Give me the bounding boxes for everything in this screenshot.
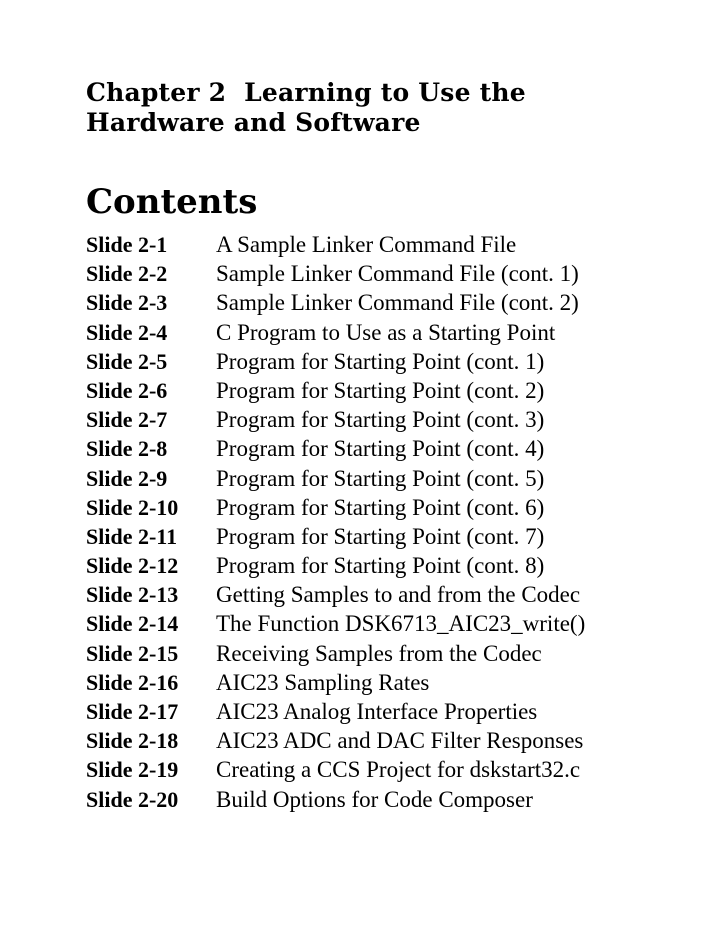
slide-number-label: Slide 2-12 bbox=[86, 553, 179, 579]
slide-title: Program for Starting Point (cont. 3) bbox=[216, 407, 545, 433]
slide-title: C Program to Use as a Starting Point bbox=[216, 319, 556, 345]
contents-list bbox=[86, 232, 706, 816]
chapter-title-line2: Hardware and Software bbox=[86, 108, 421, 137]
slide-title: Sample Linker Command File (cont. 2) bbox=[216, 290, 579, 316]
slide-number-label: Slide 2-13 bbox=[86, 582, 179, 608]
slide-title: Build Options for Code Composer bbox=[216, 786, 533, 812]
slide-title: AIC23 Sampling Rates bbox=[216, 669, 430, 695]
contents-item bbox=[86, 407, 706, 436]
slide-title: Program for Starting Point (cont. 7) bbox=[216, 523, 545, 549]
slide-number-label: Slide 2-7 bbox=[86, 407, 168, 433]
slide-number-label: Slide 2-8 bbox=[86, 436, 168, 462]
slide-number-label: Slide 2-18 bbox=[86, 728, 179, 754]
contents-item bbox=[86, 495, 706, 524]
slide-title: Receiving Samples from the Codec bbox=[216, 640, 542, 666]
chapter-title-line1: Chapter 2 Learning to Use the bbox=[86, 78, 526, 107]
slide-title: The Function DSK6713_AIC23_write() bbox=[216, 611, 586, 637]
slide-title: A Sample Linker Command File bbox=[216, 232, 517, 257]
document-page bbox=[86, 78, 706, 816]
slide-number-label: Slide 2-3 bbox=[86, 290, 168, 316]
slide-number-label: Slide 2-15 bbox=[86, 640, 179, 666]
slide-title: Creating a CCS Project for dskstart32.c bbox=[216, 757, 581, 783]
slide-title: Program for Starting Point (cont. 6) bbox=[216, 494, 545, 520]
contents-item bbox=[86, 611, 706, 640]
contents-item bbox=[86, 641, 706, 670]
slide-number-label: Slide 2-11 bbox=[86, 523, 178, 549]
slide-title: Sample Linker Command File (cont. 1) bbox=[216, 261, 579, 287]
contents-item bbox=[86, 553, 706, 582]
contents-item bbox=[86, 378, 706, 407]
contents-item bbox=[86, 349, 706, 378]
slide-number-label: Slide 2-14 bbox=[86, 611, 179, 637]
contents-item bbox=[86, 320, 706, 349]
slide-number-label: Slide 2-5 bbox=[86, 348, 168, 374]
slide-number-label: Slide 2-10 bbox=[86, 494, 179, 520]
contents-item bbox=[86, 787, 706, 816]
slide-title: Program for Starting Point (cont. 8) bbox=[216, 553, 545, 579]
slide-title: Program for Starting Point (cont. 2) bbox=[216, 377, 545, 403]
slide-number-label: Slide 2-2 bbox=[86, 261, 168, 287]
slide-title: AIC23 Analog Interface Properties bbox=[216, 699, 538, 724]
contents-heading: Contents bbox=[86, 182, 258, 222]
contents-item bbox=[86, 436, 706, 465]
slide-number-label: Slide 2-20 bbox=[86, 786, 179, 812]
slide-title: Getting Samples to and from the Codec bbox=[216, 582, 581, 608]
contents-item bbox=[86, 582, 706, 611]
contents-item bbox=[86, 728, 706, 757]
slide-title: Program for Starting Point (cont. 1) bbox=[216, 348, 545, 374]
contents-item bbox=[86, 670, 706, 699]
contents-item bbox=[86, 232, 706, 261]
contents-item bbox=[86, 757, 706, 786]
contents-item bbox=[86, 261, 706, 290]
slide-number-label: Slide 2-17 bbox=[86, 699, 179, 724]
slide-title: Program for Starting Point (cont. 5) bbox=[216, 465, 545, 491]
contents-item bbox=[86, 290, 706, 319]
slide-number-label: Slide 2-19 bbox=[86, 757, 179, 783]
chapter-title bbox=[86, 78, 706, 138]
contents-item bbox=[86, 466, 706, 495]
slide-number-label: Slide 2-9 bbox=[86, 465, 168, 491]
contents-item bbox=[86, 524, 706, 553]
contents-item bbox=[86, 699, 706, 728]
slide-number-label: Slide 2-6 bbox=[86, 377, 168, 403]
slide-title: Program for Starting Point (cont. 4) bbox=[216, 436, 545, 462]
slide-title: AIC23 ADC and DAC Filter Responses bbox=[216, 728, 584, 754]
slide-number-label: Slide 2-1 bbox=[86, 232, 168, 257]
slide-number-label: Slide 2-4 bbox=[86, 319, 168, 345]
slide-number-label: Slide 2-16 bbox=[86, 669, 179, 695]
